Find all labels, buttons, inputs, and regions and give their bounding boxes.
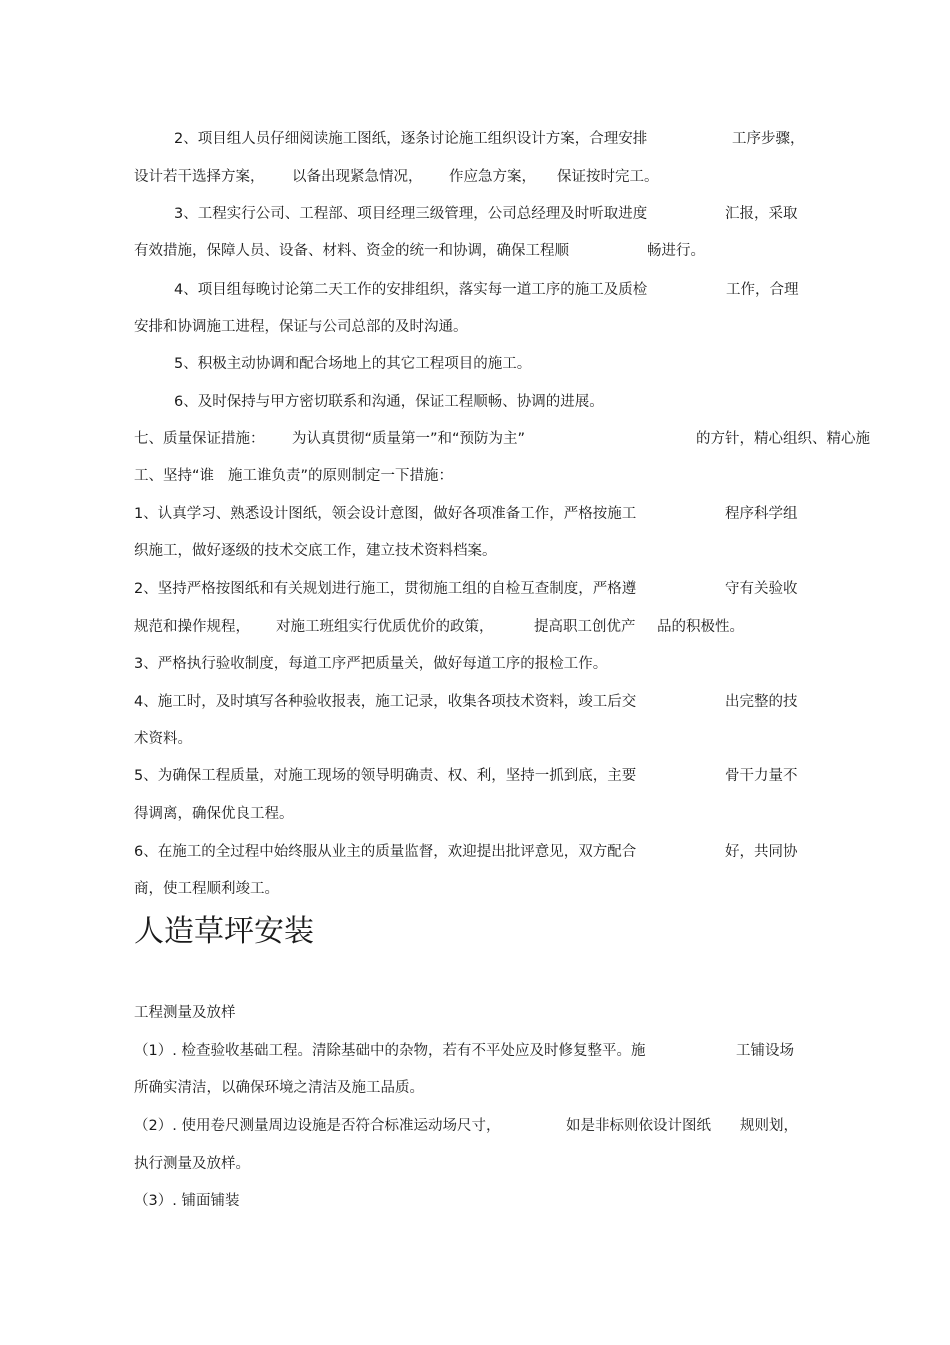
- text-segment: 6、在施工的全过程中始终服从业主的质量监督，欢迎提出批评意见，双方配合: [134, 844, 637, 860]
- text-segment: 3、工程实行公司、工程部、项目经理三级管理，公司总经理及时听取进度: [174, 206, 648, 222]
- text-segment: （1）. 检查验收基础工程。清除基础中的杂物，若有不平处应及时修复整平。施: [134, 1043, 646, 1059]
- text-segment: 所确实清洁，以确保环境之清洁及施工品质。: [134, 1080, 424, 1096]
- text-segment: 执行测量及放样。: [134, 1156, 250, 1172]
- text-segment: 术资料。: [134, 731, 192, 747]
- text-segment: 对施工班组实行优质优价的政策，: [276, 619, 494, 635]
- text-segment: 4、项目组每晚讨论第二天工作的安排组织，落实每一道工序的施工及质检: [174, 282, 648, 298]
- text-segment: 1、认真学习、熟悉设计图纸，领会设计意图，做好各项准备工作，严格按施工: [134, 506, 637, 522]
- text-segment: 畅进行。: [647, 243, 705, 259]
- text-segment: 提高职工创优产: [534, 619, 636, 635]
- text-segment: 保证按时完工。: [557, 169, 659, 185]
- text-segment: （3）. 铺面铺装: [134, 1193, 240, 1209]
- text-segment: 3、严格执行验收制度，每道工序严把质量关，做好每道工序的报检工作。: [134, 656, 608, 672]
- text-segment: 5、积极主动协调和配合场地上的其它工程项目的施工。: [174, 356, 532, 372]
- text-segment: 工序步骤，: [732, 131, 805, 147]
- text-segment: 程序科学组: [725, 506, 798, 522]
- section-title: 人造草坪安装: [134, 914, 314, 949]
- text-segment: 规范和操作规程，: [134, 619, 250, 635]
- subsection-title: 工程测量及放样: [134, 1005, 236, 1021]
- text-segment: 为认真贯彻“质量第一”和“预防为主”: [292, 431, 526, 447]
- text-segment: 织施工，做好逐级的技术交底工作，建立技术资料档案。: [134, 543, 497, 559]
- text-segment: （2）. 使用卷尺测量周边设施是否符合标准运动场尺寸，: [134, 1118, 501, 1134]
- text-segment: 工作，合理: [726, 282, 799, 298]
- text-segment: 好，共同协: [725, 844, 798, 860]
- text-segment: 商，使工程顺利竣工。: [134, 881, 279, 897]
- text-segment: 出完整的技: [725, 694, 798, 710]
- text-segment: 有效措施，保障人员、设备、材料、资金的统一和协调，确保工程顺: [134, 243, 569, 259]
- text-segment: 守有关验收: [725, 581, 798, 597]
- text-segment: 6、及时保持与甲方密切联系和沟通，保证工程顺畅、协调的进展。: [174, 394, 604, 410]
- text-segment: 安排和协调施工进程，保证与公司总部的及时沟通。: [134, 319, 468, 335]
- text-segment: 2、坚持严格按图纸和有关规划进行施工，贯彻施工组的自检互查制度，严格遵: [134, 581, 637, 597]
- text-segment: 2、项目组人员仔细阅读施工图纸，逐条讨论施工组织设计方案，合理安排: [174, 131, 648, 147]
- text-segment: 以备出现紧急情况，: [292, 169, 423, 185]
- section-label: 七、质量保证措施：: [134, 431, 265, 447]
- text-segment: 得调离，确保优良工程。: [134, 806, 294, 822]
- text-segment: 的方针，精心组织、精心施: [696, 431, 870, 447]
- text-segment: 骨干力量不: [725, 768, 798, 784]
- text-segment: 作应急方案，: [449, 169, 536, 185]
- text-segment: 工、坚持“谁: [134, 468, 215, 484]
- text-segment: 汇报，采取: [725, 206, 798, 222]
- text-segment: 施工谁负责”的原则制定一下措施：: [228, 468, 454, 484]
- text-segment: 5、为确保工程质量，对施工现场的领导明确责、权、利，坚持一抓到底，主要: [134, 768, 637, 784]
- text-segment: 4、施工时，及时填写各种验收报表，施工记录，收集各项技术资料，竣工后交: [134, 694, 637, 710]
- text-segment: 设计若干选择方案，: [134, 169, 265, 185]
- text-segment: 如是非标则依设计图纸: [566, 1118, 711, 1134]
- text-segment: 品的积极性。: [657, 619, 744, 635]
- text-segment: 规则划，: [740, 1118, 798, 1134]
- text-segment: 工铺设场: [736, 1043, 794, 1059]
